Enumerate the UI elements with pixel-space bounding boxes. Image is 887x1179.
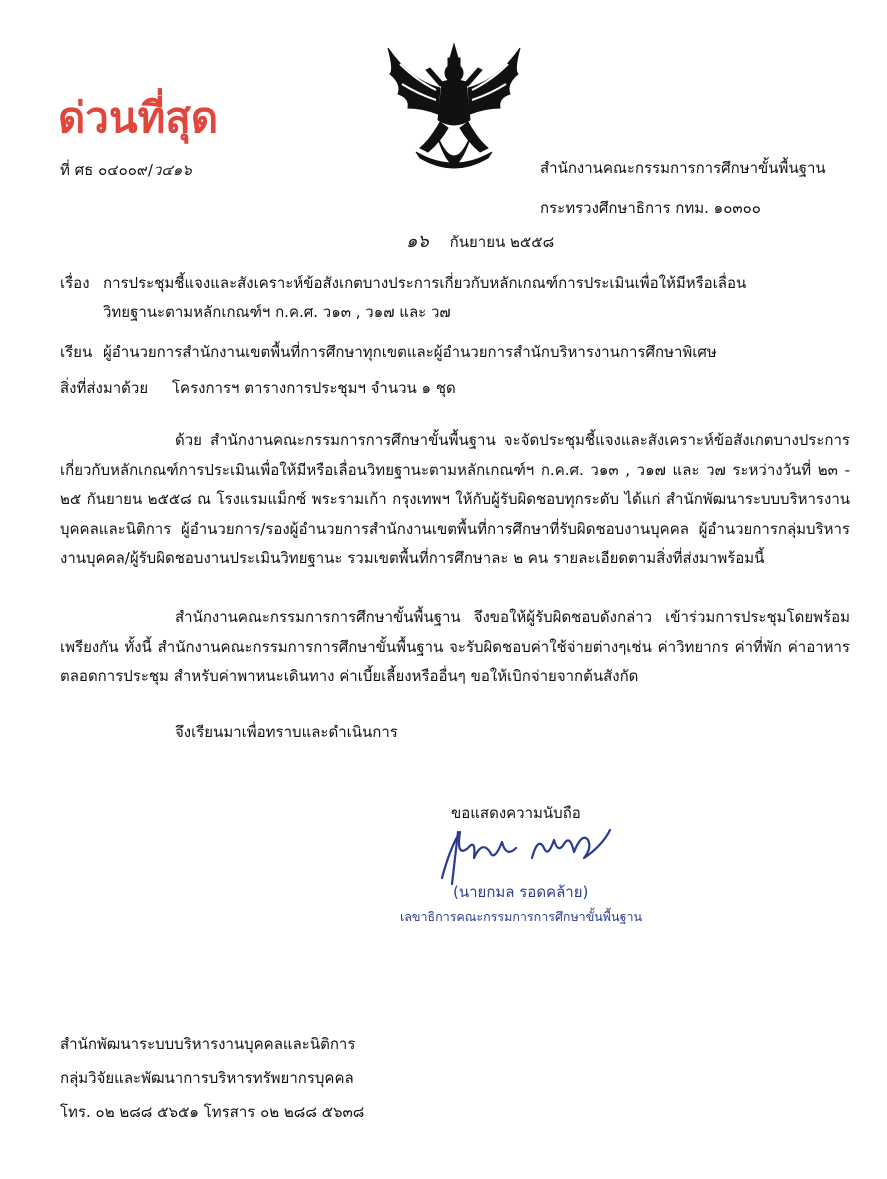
subject-line-1: การประชุมชี้แจงและสังเคราะห์ข้อสังเกตบางประการเกี่ยวกับหลักเกณฑ์การประเมินเพื่อให้มีหรือเลื่อน xyxy=(103,274,747,292)
footer-contact: โทร. ๐๒ ๒๘๘ ๕๖๕๑ โทรสาร ๐๒ ๒๘๘ ๕๖๓๘ xyxy=(60,1103,365,1121)
urgency-stamp: ด่วนที่สุด xyxy=(58,93,219,142)
date-day-handwritten: ๑๖ xyxy=(406,231,429,252)
reference-number xyxy=(60,160,192,180)
recipient-label: เรียน xyxy=(60,343,93,361)
signatory-name: (นายกมล รอดคล้าย) xyxy=(453,883,589,901)
reference-handwritten-number: ว๔๑๖ xyxy=(152,161,192,179)
body-paragraph-1: ด้วย สำนักงานคณะกรรมการการศึกษาขั้นพื้นฐาน จะจัดประชุมชี้แจงและสังเคราะห์ข้อสังเกตบางประการเกี่ยวกับหลักเกณฑ์การประเมินเพื่อให้มีหรือเลื่อนวิทยฐานะตามหลักเกณฑ์ฯ ก.ค.ศ. ว๑๓ , ว๑๗ และ ว๗ ระหว่างวันที่ ๒๓ - ๒๕ กันยายน ๒๕๕๘ ณ โรงแรมแม็กซ์ พระรามเก้า กรุงเทพฯ ให้กับผู้รับผิดชอบทุกระดับ ได้แก่ สำนักพัฒนาระบบบริหารงานบุคคลและนิติการ ผู้อำนวยการ/รองผู้อำนวยการสำนักงานเขตพื้นที่การศึกษาที่รับผิดชอบงานบุคคล ผู้อำนวยการกลุ่มบริหารงานบุคคล/ผู้รับผิดชอบงานประเมินวิทยฐานะ รวมเขตพื้นที่การศึกษาละ ๒ คน รายละเอียดตามสิ่งที่ส่งมาพร้อมนี้ xyxy=(60,431,850,567)
handwritten-signature xyxy=(432,818,622,888)
recipient-text: ผู้อำนวยการสำนักงานเขตพื้นที่การศึกษาทุกเขตและผู้อำนวยการสำนักบริหารงานการศึกษาพิเศษ xyxy=(103,343,717,361)
footer-department: สำนักพัฒนาระบบบริหารงานบุคคลและนิติการ xyxy=(60,1035,356,1053)
enclosure-text: โครงการฯ ตารางการประชุมฯ จำนวน ๑ ชุด xyxy=(172,379,456,397)
subject-label: เรื่อง xyxy=(60,274,90,292)
closing-sentence: จึงเรียนมาเพื่อทราบและดำเนินการ xyxy=(175,723,398,741)
signatory-position: เลขาธิการคณะกรรมการการศึกษาขั้นพื้นฐาน xyxy=(400,909,643,924)
office-address: กระทรวงศึกษาธิการ กทม. ๑๐๓๐๐ xyxy=(540,199,761,217)
body-paragraph-2: สำนักงานคณะกรรมการการศึกษาขั้นพื้นฐาน จึงขอให้ผู้รับผิดชอบดังกล่าว เข้าร่วมการประชุมโดยพร้อมเพรียงกัน ทั้งนี้ สำนักงานคณะกรรมการการศึกษาขั้นพื้นฐาน จะรับผิดชอบค่าใช้จ่ายต่างๆเช่น ค่าวิทยากร ค่าที่พัก ค่าอาหารตลอดการประชุม สำหรับค่าพาหนะเดินทาง ค่าเบี้ยเลี้ยงหรืออื่นๆ ขอให้เบิกจ่ายจากต้นสังกัด xyxy=(60,608,850,685)
garuda-emblem-icon xyxy=(380,40,528,182)
regards-text: ขอแสดงความนับถือ xyxy=(451,804,581,822)
subject-line-2: วิทยฐานะตามหลักเกณฑ์ฯ ก.ค.ศ. ว๑๓ , ว๑๗ และ ว๗ xyxy=(103,303,451,321)
letter-date xyxy=(406,232,554,252)
reference-prefix: ที่ ศธ ๐๔๐๐๙/ xyxy=(60,161,153,179)
date-month-year: กันยายน ๒๕๕๘ xyxy=(449,233,555,251)
footer-group: กลุ่มวิจัยและพัฒนาการบริหารทรัพยากรบุคคล xyxy=(60,1069,354,1087)
enclosure-label: สิ่งที่ส่งมาด้วย xyxy=(60,379,149,397)
office-name: สำนักงานคณะกรรมการการศึกษาขั้นพื้นฐาน xyxy=(540,159,826,177)
